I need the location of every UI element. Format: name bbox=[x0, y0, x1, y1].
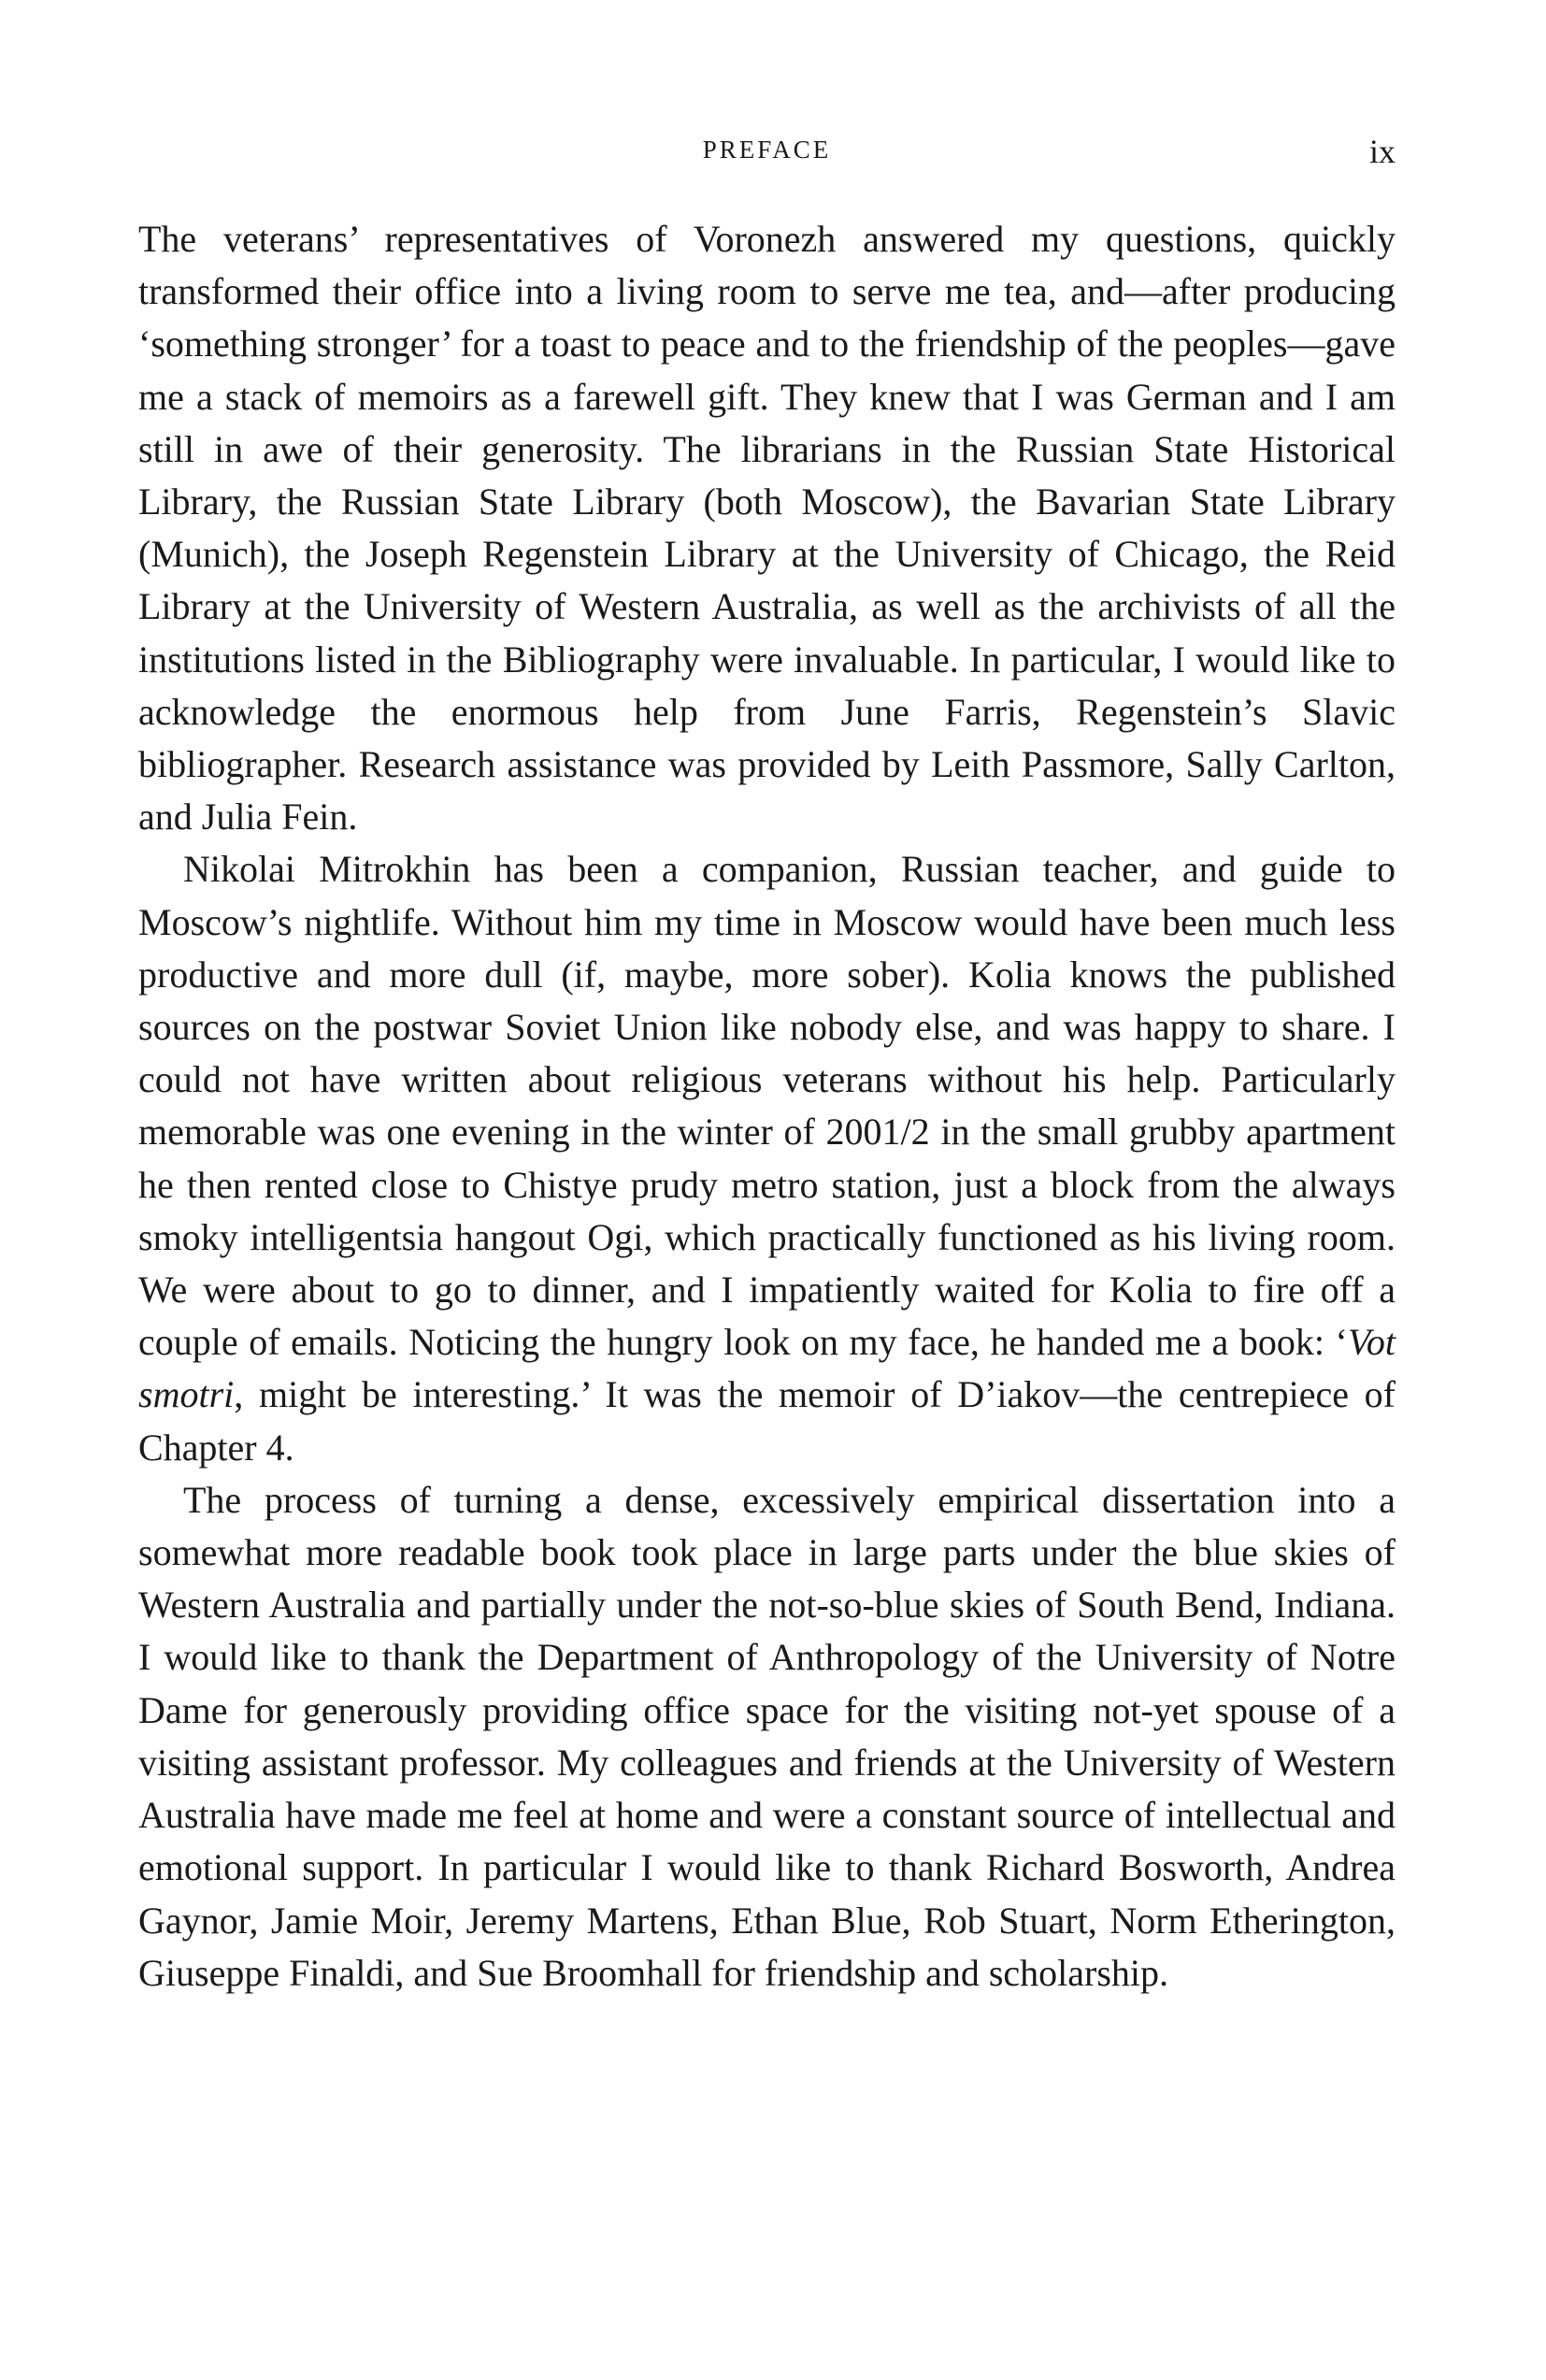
paragraph-veterans: The veterans’ representatives of Voronezh answered my questions, quickly transformed their office into a living room to serve me tea, and—after producing ‘something stronger’ for a toast to peace and to the friendship of the peoples—gave me a stack of memoirs as a farewell gift. They knew that I was German and I am still in awe of their generosity. The librarians in the Russian State Historical Library, the Russian State Library (both Moscow), the Bavarian State Library (Munich), the Joseph Regenstein Library at the University of Chicago, the Reid Library at the University of Western Australia, as well as the archivists of all the institutions listed in the Bibliography were invaluable. In particular, I would like to acknowledge the enormous help from June Farris, Regenstein’s Slavic bibliographer. Research assistance was provided by Leith Passmore, Sally Carlton, and Julia Fein. bbox=[138, 218, 1396, 839]
running-title: PREFACE bbox=[702, 136, 832, 164]
running-header bbox=[138, 133, 1396, 173]
italic-quote: Vot smotri bbox=[138, 1321, 1396, 1416]
paragraph-dissertation: The process of turning a dense, excessively empirical dissertation into a somewhat more readable book took place in large parts under the blue skies of Western Australia and partially under the not-so-blue skies of South Bend, Indiana. I would like to thank the Department of Anthropology of the University of Notre Dame for generously providing office space for the visiting not-yet spouse of a visiting assistant professor. My colleagues and friends at the University of Western Australia have made me feel at home and were a constant source of intellectual and emotional support. In particular I would like to thank Richard Bosworth, Andrea Gaynor, Jamie Moir, Jeremy Martens, Ethan Blue, Rob Stuart, Norm Etherington, Giuseppe Finaldi, and Sue Broomhall for friendship and scholarship. bbox=[138, 1478, 1396, 1994]
paragraph-mitrokhin-text: Nikolai Mitrokhin has been a companion, Russian teacher, and guide to Moscow’s nightlife. Without him my time in Moscow would have been much less productive and more dull (if, maybe, more sober). Kolia knows the published sources on the postwar Soviet Union like nobody else, and was happy to share. I could not have written about religious veterans without his help. Particularly memorable was one evening in the winter of 2001/2 in the small grubby apartment he then rented close to Chistye prudy metro station, just a block from the always smoky intelligentsia hangout Ogi, which practically functioned as his living room. We were about to go to dinner, and I impatiently waited for Kolia to fire off a couple of emails. Noticing the hungry look on my face, he handed me a book: ‘ bbox=[138, 848, 1396, 1364]
page-number: ix bbox=[1368, 133, 1396, 170]
paragraph-mitrokhin-end: , might be interesting.’ It was the memoir of D’iakov—the centrepiece of Chapter 4. bbox=[138, 1373, 1396, 1469]
paragraph-mitrokhin bbox=[138, 843, 1396, 1473]
body-text bbox=[138, 213, 1396, 2000]
